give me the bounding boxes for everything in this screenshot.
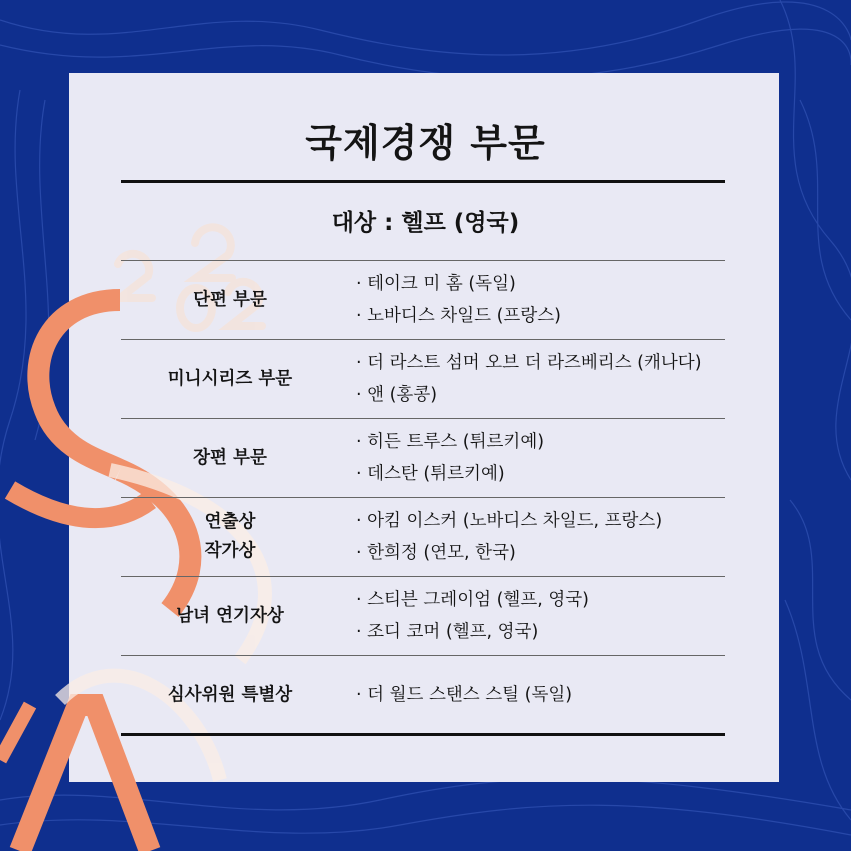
award-category bbox=[121, 261, 339, 339]
category-name: 연출상 bbox=[204, 512, 256, 532]
award-category bbox=[121, 340, 339, 418]
category-name: 작가상 bbox=[204, 541, 256, 561]
winner-item: · 한희정 (연모, 한국) bbox=[356, 543, 516, 563]
winner-item: · 아킴 이스커 (노바디스 차일드, 프랑스) bbox=[356, 511, 663, 531]
award-row bbox=[121, 577, 725, 655]
winner-list bbox=[356, 261, 561, 339]
award-row bbox=[121, 419, 725, 497]
winner-item: · 더 월드 스탠스 스틸 (독일) bbox=[356, 685, 573, 705]
category-name: 단편 부문 bbox=[193, 289, 267, 310]
bottom-divider bbox=[121, 733, 725, 736]
top-divider bbox=[121, 180, 725, 183]
winner-list bbox=[356, 577, 589, 655]
winner-list bbox=[356, 340, 702, 418]
award-category bbox=[121, 577, 339, 655]
winner-list bbox=[356, 656, 572, 734]
winner-item: · 테이크 미 홈 (독일) bbox=[356, 274, 516, 294]
winner-item: · 스티븐 그레이엄 (헬프, 영국) bbox=[356, 590, 589, 610]
winner-item: · 더 라스트 섬머 오브 더 라즈베리스 (캐나다) bbox=[356, 353, 702, 373]
award-category bbox=[121, 419, 339, 497]
category-name: 남녀 연기자상 bbox=[176, 605, 284, 626]
winner-item: · 데스탄 (튀르키예) bbox=[356, 464, 505, 484]
winner-item: · 노바디스 차일드 (프랑스) bbox=[356, 306, 561, 326]
award-row bbox=[121, 656, 725, 734]
category-name: 장편 부문 bbox=[193, 447, 267, 468]
award-row bbox=[121, 261, 725, 339]
category-name: 심사위원 특별상 bbox=[167, 684, 293, 705]
grand-prize: 대상 : 헬프 (영국) bbox=[331, 210, 520, 236]
winner-item: · 히든 트루스 (튀르키예) bbox=[356, 432, 545, 452]
category-name: 미니시리즈 부문 bbox=[167, 368, 293, 389]
award-row bbox=[121, 498, 725, 576]
award-category bbox=[121, 656, 339, 734]
winner-item: · 조디 코머 (헬프, 영국) bbox=[356, 622, 539, 642]
page-title: 국제경쟁 부문 bbox=[305, 121, 546, 165]
award-category bbox=[121, 498, 339, 576]
winner-item: · 앤 (홍콩) bbox=[356, 385, 438, 405]
winner-list bbox=[356, 498, 662, 576]
award-row bbox=[121, 340, 725, 418]
winner-list bbox=[356, 419, 544, 497]
